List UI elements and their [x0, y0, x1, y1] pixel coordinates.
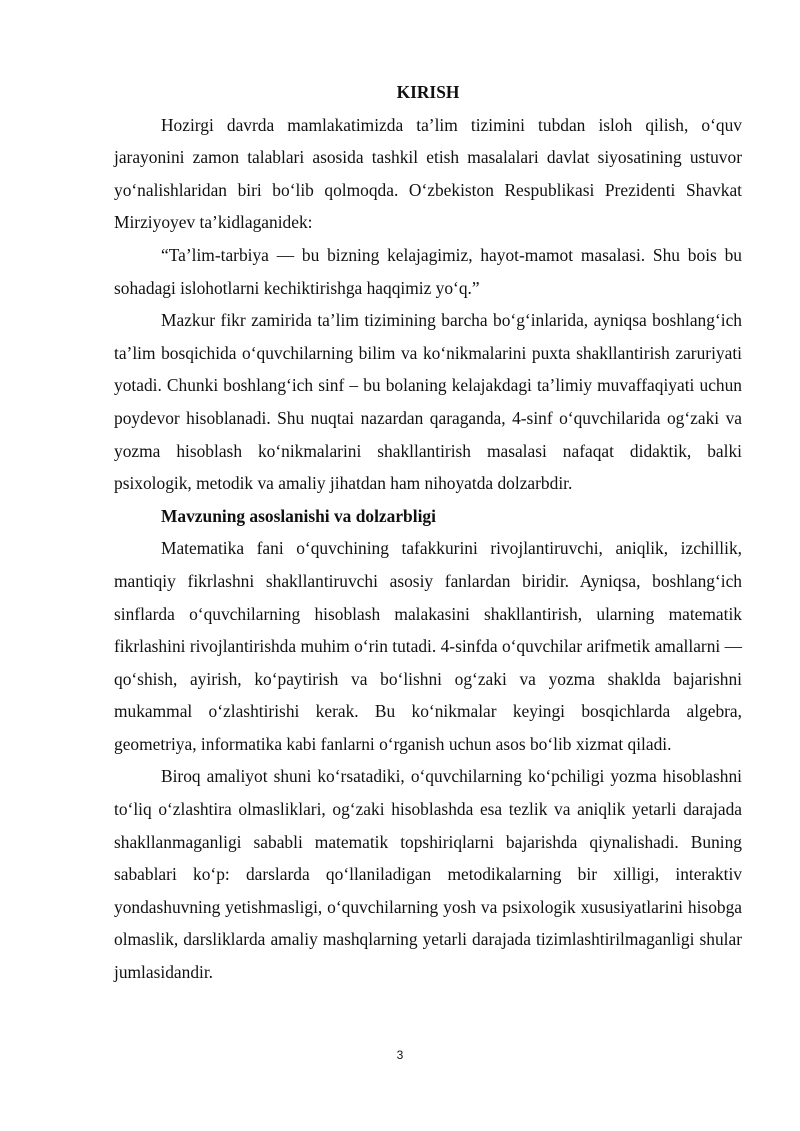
document-page	[114, 76, 742, 989]
page-title: KIRISH	[396, 82, 460, 102]
paragraph-section-2: Biroq amaliyot shuni ko‘rsatadiki, o‘quvchilarning ko‘pchiligi yozma hisoblashni to‘liq o‘zlashtira olmasliklari, og‘zaki hisoblashda esa tezlik va aniqlik yetarli darajada shakllanmaganligi sababli matematik topshiriqlarni bajarishda qiynalishadi. Buning sabablari ko‘p: darslarda qo‘llaniladigan metodikalarning bir xilligi, interaktiv yondashuvning yetishmasligi, o‘quvchilarning yosh va psixologik xususiyatlarini hisobga olmaslik, darsliklarda amaliy mashqlarning yetarli darajada tizimlashtirilmaganligi shular jumlasidandir.	[114, 766, 742, 983]
paragraph-quote: “Ta’lim-tarbiya — bu bizning kelajagimiz, hayot-mamot masalasi. Shu bois bu sohadagi islohotlarni kechiktirishga haqqimiz yo‘q.”	[114, 244, 742, 298]
paragraph-section-1: Matematika fani o‘quvchining tafakkurini rivojlantiruvchi, aniqlik, izchillik, mantiqiy fikrlashni shakllantiruvchi asosiy fanlardan biridir. Ayniqsa, boshlang‘ich sinflarda o‘quvchilarning hisoblash malakasini shakllantirish, ularning matematik fikrlashini rivojlantirishda muhim o‘rin tutadi. 4-sinfda o‘quvchilar arifmetik amallarni — qo‘shish, ayirish, ko‘paytirish va bo‘lishni og‘zaki va yozma shaklda bajarishni mukammal o‘zlashtirishi kerak. Bu ko‘nikmalar keyingi bosqichlarda algebra, geometriya, informatika kabi fanlarni o‘rganish uchun asos bo‘lib xizmat qiladi.	[114, 538, 742, 754]
paragraph-intro-1: Hozirgi davrda mamlakatimizda ta’lim tizimini tubdan isloh qilish, o‘quv jarayonini zamon talablari asosida tashkil etish masalalari davlat siyosatining ustuvor yo‘nalishlaridan biri bo‘lib qolmoqda. O‘zbekiston Respublikasi Prezidenti Shavkat Mirziyoyev ta’kidlaganidek:	[114, 114, 742, 233]
section-heading: Mavzuning asoslanishi va dolzarbligi	[161, 505, 436, 526]
page-number: 3	[396, 1048, 404, 1062]
paragraph-intro-3: Mazkur fikr zamirida ta’lim tizimining barcha bo‘g‘inlarida, ayniqsa boshlang‘ich ta’lim bosqichida o‘quvchilarning bilim va ko‘nikmalarini puxta shakllantirish zaruriyati yotadi. Chunki boshlang‘ich sinf – bu bolaning kelajakdagi ta’limiy muvaffaqiyati uchun poydevor hisoblanadi. Shu nuqtai nazardan qaraganda, 4-sinf o‘quvchilarida og‘zaki va yozma hisoblash ko‘nikmalarini shakllantirish masalasi nafaqat didaktik, balki psixologik, metodik va amaliy jihatdan ham nihoyatda dolzarbdir.	[114, 310, 742, 494]
